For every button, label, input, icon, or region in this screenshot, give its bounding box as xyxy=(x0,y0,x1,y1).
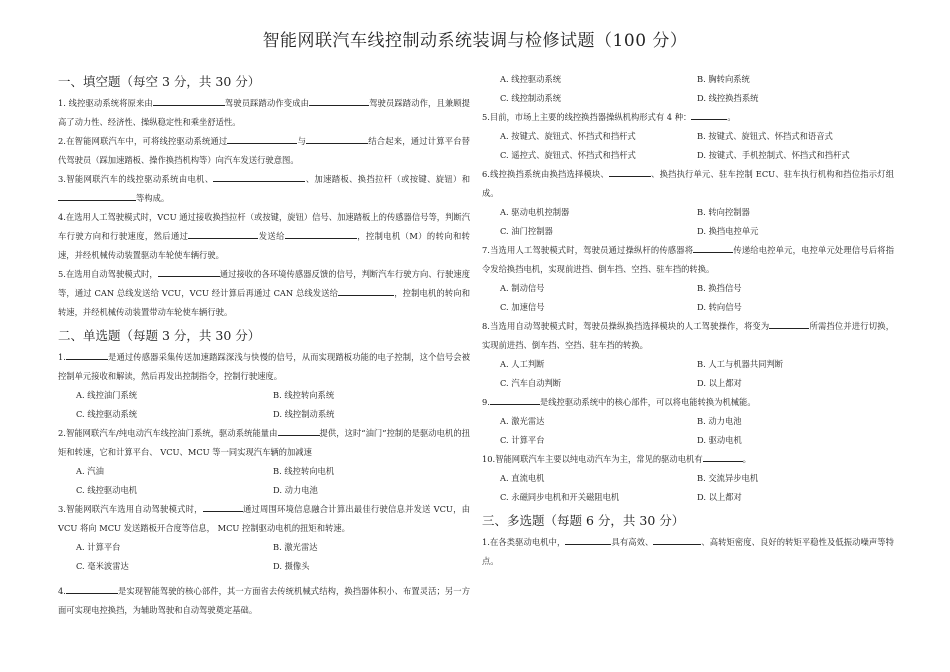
single-q5-options xyxy=(482,127,894,165)
answer-blank[interactable] xyxy=(306,132,368,144)
single-q3-text: 通过周围环境信息融合计算出最佳行驶信息并发送 VCU，由 VCU 将向 MCU 发送踏板开合度等信息， MCU 控制驱动电机的扭矩和转速。 xyxy=(58,504,470,533)
single-q2-options xyxy=(58,462,470,500)
single-q5-text: 。 xyxy=(727,112,736,122)
single-question-9 xyxy=(482,393,894,412)
option-c[interactable]: C. 加速信号 xyxy=(500,302,545,312)
single-question-7 xyxy=(482,241,894,279)
option-b[interactable]: B. 胸转向系统 xyxy=(697,74,750,84)
single-question-6 xyxy=(482,165,894,203)
option-c[interactable]: C. 油门控制器 xyxy=(500,226,553,236)
fill-q1-text-c: 驾驶员踩踏动作，且兼顾提高了动力性、经济性、操纵稳定性和乘坐舒适性。 xyxy=(58,98,470,127)
option-a[interactable]: A. 直流电机 xyxy=(500,473,545,483)
single-q3-pre: 3.智能网联汽车选用自动驾驶模式时， xyxy=(58,504,203,514)
option-a[interactable]: A. 按键式、旋钮式、怀挡式和挡杆式 xyxy=(500,131,636,141)
fill-q2-text-b: 与 xyxy=(297,136,307,146)
option-a[interactable]: A. 汽油 xyxy=(76,466,104,476)
option-c[interactable]: C. 毫米波雷达 xyxy=(76,561,129,571)
single-q3-options xyxy=(58,538,470,576)
answer-blank[interactable] xyxy=(158,265,220,277)
single-q1-pre: 1. xyxy=(58,352,66,362)
answer-blank[interactable] xyxy=(153,94,225,106)
option-b[interactable]: B. 线控转向电机 xyxy=(273,466,335,476)
single-q8-pre: 8.当选用自动驾驶模式时，驾驶员操纵换挡选择模块的人工驾驶操作，将变为 xyxy=(482,321,770,331)
option-d[interactable]: D. 动力电池 xyxy=(273,485,318,495)
answer-blank[interactable] xyxy=(227,132,297,144)
fill-q3-text-b: 、加速踏板、换挡拉杆（或按键、旋钮）和 xyxy=(305,174,470,184)
single-q9-text: 是线控驱动系统中的核心部件，可以将电能转换为机械能。 xyxy=(539,397,756,407)
option-a[interactable]: A. 激光雷达 xyxy=(500,416,545,426)
multi-q1-text-b: 具有高效、 xyxy=(611,537,654,547)
option-c[interactable]: C. 线控驱动系统 xyxy=(76,409,138,419)
option-d[interactable]: D. 线控制动系统 xyxy=(273,409,335,419)
fill-q5-text-a: 5.在选用自动驾驶模式时， xyxy=(58,269,158,279)
option-c[interactable]: C. 汽车自动判断 xyxy=(500,378,562,388)
single-question-2 xyxy=(58,424,470,462)
option-a[interactable]: A. 驱动电机控制器 xyxy=(500,207,570,217)
multi-q1-text-c: 、高转矩密度、良好的转矩平稳性及低振动噪声等特点。 xyxy=(482,537,894,566)
single-q10-options xyxy=(482,469,894,507)
option-d[interactable]: D. 驱动电机 xyxy=(697,435,742,445)
option-b[interactable]: B. 线控转向系统 xyxy=(273,390,335,400)
option-b[interactable]: B. 人工与机器共同判断 xyxy=(697,359,784,369)
single-q6-text: 、换挡执行单元、驻车控制 ECU、驻车执行机构和挡位指示灯组成。 xyxy=(482,169,894,198)
single-q7-options xyxy=(482,279,894,317)
option-c[interactable]: C. 线控驱动电机 xyxy=(76,485,138,495)
option-b[interactable]: B. 动力电池 xyxy=(697,416,742,426)
single-q4-pre: 4. xyxy=(58,586,66,596)
option-b[interactable]: B. 交流异步电机 xyxy=(697,473,759,483)
option-c[interactable]: C. 计算平台 xyxy=(500,435,545,445)
single-q2-pre: 2.智能网联汽车/纯电动汽车线控油门系统，驱动系统能量由 xyxy=(58,428,278,438)
single-q7-text: 传递给电控单元，电控单元处理信号后将指令发给换挡电机，实现前进挡、倒车挡、空挡、驻车挡的转换。 xyxy=(482,245,894,274)
fill-q3-text-a: 3.智能网联汽车的线控驱动系统由电机、 xyxy=(58,174,214,184)
option-b[interactable]: B. 换挡信号 xyxy=(697,283,742,293)
answer-blank[interactable] xyxy=(188,227,258,239)
single-question-5 xyxy=(482,108,894,127)
single-question-3 xyxy=(58,500,470,538)
fill-q3-text-c: 等构成。 xyxy=(136,193,170,203)
fill-q1-text-a: 1. 线控驱动系统将原来由 xyxy=(58,98,153,108)
section-fill-heading: 一、填空题（每空 3 分，共 30 分） xyxy=(58,74,261,89)
single-q4-text: 是实现智能驾驶的核心部件，其一方面省去传统机械式结构，换挡器体积小、布置灵活；另一方面可实现电控换挡，为辅助驾驶和自动驾驶奠定基础。 xyxy=(58,586,470,615)
option-d[interactable]: D. 线控换挡系统 xyxy=(697,93,759,103)
answer-blank[interactable] xyxy=(309,94,369,106)
single-q10-text: 。 xyxy=(742,454,751,464)
fill-question-2 xyxy=(58,132,470,170)
option-c[interactable]: C. 永磁同步电机和开关磁阻电机 xyxy=(500,492,620,502)
option-b[interactable]: B. 激光雷达 xyxy=(273,542,318,552)
single-q5-pre: 5.目前，市场上主要的线控换挡器操纵机构形式有 4 种： xyxy=(482,112,692,122)
answer-blank[interactable] xyxy=(66,348,108,360)
option-a[interactable]: A. 人工判断 xyxy=(500,359,545,369)
single-q10-pre: 10.智能网联汽车主要以纯电动汽车为主，常见的驱动电机有 xyxy=(482,454,703,464)
multi-q1-text-a: 1.在各类驱动电机中， xyxy=(482,537,566,547)
answer-blank[interactable] xyxy=(703,450,743,462)
single-question-4 xyxy=(58,582,470,620)
answer-blank[interactable] xyxy=(58,189,136,201)
single-q8-options xyxy=(482,355,894,393)
fill-question-3 xyxy=(58,170,470,208)
answer-blank[interactable] xyxy=(338,284,394,296)
option-b[interactable]: B. 按键式、旋钮式、怀挡式和语音式 xyxy=(697,131,833,141)
single-q6-options xyxy=(482,203,894,241)
right-column xyxy=(482,70,894,571)
fill-q4-text-b: 发送给 xyxy=(258,231,285,241)
fill-q2-text-c: 结合起来，通过计算平台替代驾驶员（踩加速踏板、操作换挡机构等）向汽车发送行驶意图。 xyxy=(58,136,470,165)
fill-q4-text-c: ，控制电机（M）的转向和转速，并经机械传动装置驱动车轮使车辆行驶。 xyxy=(58,231,470,260)
single-question-1 xyxy=(58,348,470,386)
fill-q1-text-b: 驾驶员踩踏动作变成由 xyxy=(224,98,310,108)
single-question-8 xyxy=(482,317,894,355)
single-q8-text: 所需挡位并进行切换，实现前进挡、倒车挡、空挡、驻车挡的转换。 xyxy=(482,321,894,350)
answer-blank[interactable] xyxy=(691,108,727,120)
single-q1-text: 是通过传感器采集传送加速踏踩深浅与快慢的信号，从而实现踏板功能的电子控制，这个信号会被控制单元接收和解读，然后再发出控制指令，控制行驶速度。 xyxy=(58,352,470,381)
answer-blank[interactable] xyxy=(693,241,733,253)
answer-blank[interactable] xyxy=(490,393,540,405)
section-single-heading: 二、单选题（每题 3 分，共 30 分） xyxy=(58,328,261,343)
fill-question-1 xyxy=(58,94,470,132)
page-title: 智能网联汽车线控制动系统装调与检修试题（100 分） xyxy=(262,31,688,51)
multi-question-1 xyxy=(482,533,894,571)
option-d[interactable]: D. 以上都对 xyxy=(697,492,742,502)
option-a[interactable]: A. 计算平台 xyxy=(76,542,121,552)
option-a[interactable]: A. 制动信号 xyxy=(500,283,545,293)
single-q4-options xyxy=(482,70,894,108)
option-a[interactable]: A. 线控油门系统 xyxy=(76,390,138,400)
answer-blank[interactable] xyxy=(653,533,701,545)
fill-q2-text-a: 2.在智能网联汽车中，可将线控驱动系统通过 xyxy=(58,136,228,146)
answer-blank[interactable] xyxy=(769,317,809,329)
option-d[interactable]: D. 按键式、手机控制式、怀挡式和挡杆式 xyxy=(697,150,850,160)
option-c[interactable]: C. 线控制动系统 xyxy=(500,93,562,103)
left-column xyxy=(58,68,470,620)
answer-blank[interactable] xyxy=(278,424,320,436)
answer-blank[interactable] xyxy=(213,170,305,182)
option-d[interactable]: D. 换挡电控单元 xyxy=(697,226,759,236)
fill-question-4 xyxy=(58,208,470,265)
answer-blank[interactable] xyxy=(66,582,118,594)
option-b[interactable]: B. 转向控制器 xyxy=(697,207,750,217)
single-q7-pre: 7.当选用人工驾驶模式时，驾驶员通过操纵杆的传感器将 xyxy=(482,245,694,255)
fill-q4-text-a: 4.在选用人工驾驶模式时，VCU 通过接收换挡拉杆（或按键，旋钮）信号、加速踏板上的传感器信号等，判断汽车行驶方向和行驶速度，然后通过 xyxy=(58,212,470,241)
answer-blank[interactable] xyxy=(203,500,243,512)
answer-blank[interactable] xyxy=(565,533,611,545)
single-q9-options xyxy=(482,412,894,450)
answer-blank[interactable] xyxy=(285,227,357,239)
section-multi-heading: 三、多选题（每题 6 分，共 30 分） xyxy=(482,513,685,528)
option-d[interactable]: D. 摄像头 xyxy=(273,561,310,571)
single-q1-options xyxy=(58,386,470,424)
single-q2-text: 提供，这时“油门”控制的是驱动电机的扭矩和转速，它和计算平台、 VCU、MCU 等一同实现汽车辆的加减速 xyxy=(58,428,470,457)
option-d[interactable]: D. 转向信号 xyxy=(697,302,742,312)
single-q9-pre: 9. xyxy=(482,397,490,407)
option-d[interactable]: D. 以上都对 xyxy=(697,378,742,388)
single-question-10 xyxy=(482,450,894,469)
single-q6-pre: 6.线控换挡系统由换挡选择模块、 xyxy=(482,169,609,179)
option-a[interactable]: A. 线控驱动系统 xyxy=(500,74,562,84)
answer-blank[interactable] xyxy=(609,165,651,177)
fill-q5-text-b: 通过接收的各环境传感器反馈的信号，判断汽车行驶方向、行驶速度等，通过 CAN 总线发送给 VCU，VCU 经计算后再通过 CAN 总线发送给 xyxy=(58,269,470,298)
fill-q5-text-c: ，控制电机的转向和转速，并经机械传动装置带动车轮使车辆行驶。 xyxy=(58,288,470,317)
option-c[interactable]: C. 遥控式、旋钮式、怀挡式和挡杆式 xyxy=(500,150,636,160)
fill-question-5 xyxy=(58,265,470,322)
